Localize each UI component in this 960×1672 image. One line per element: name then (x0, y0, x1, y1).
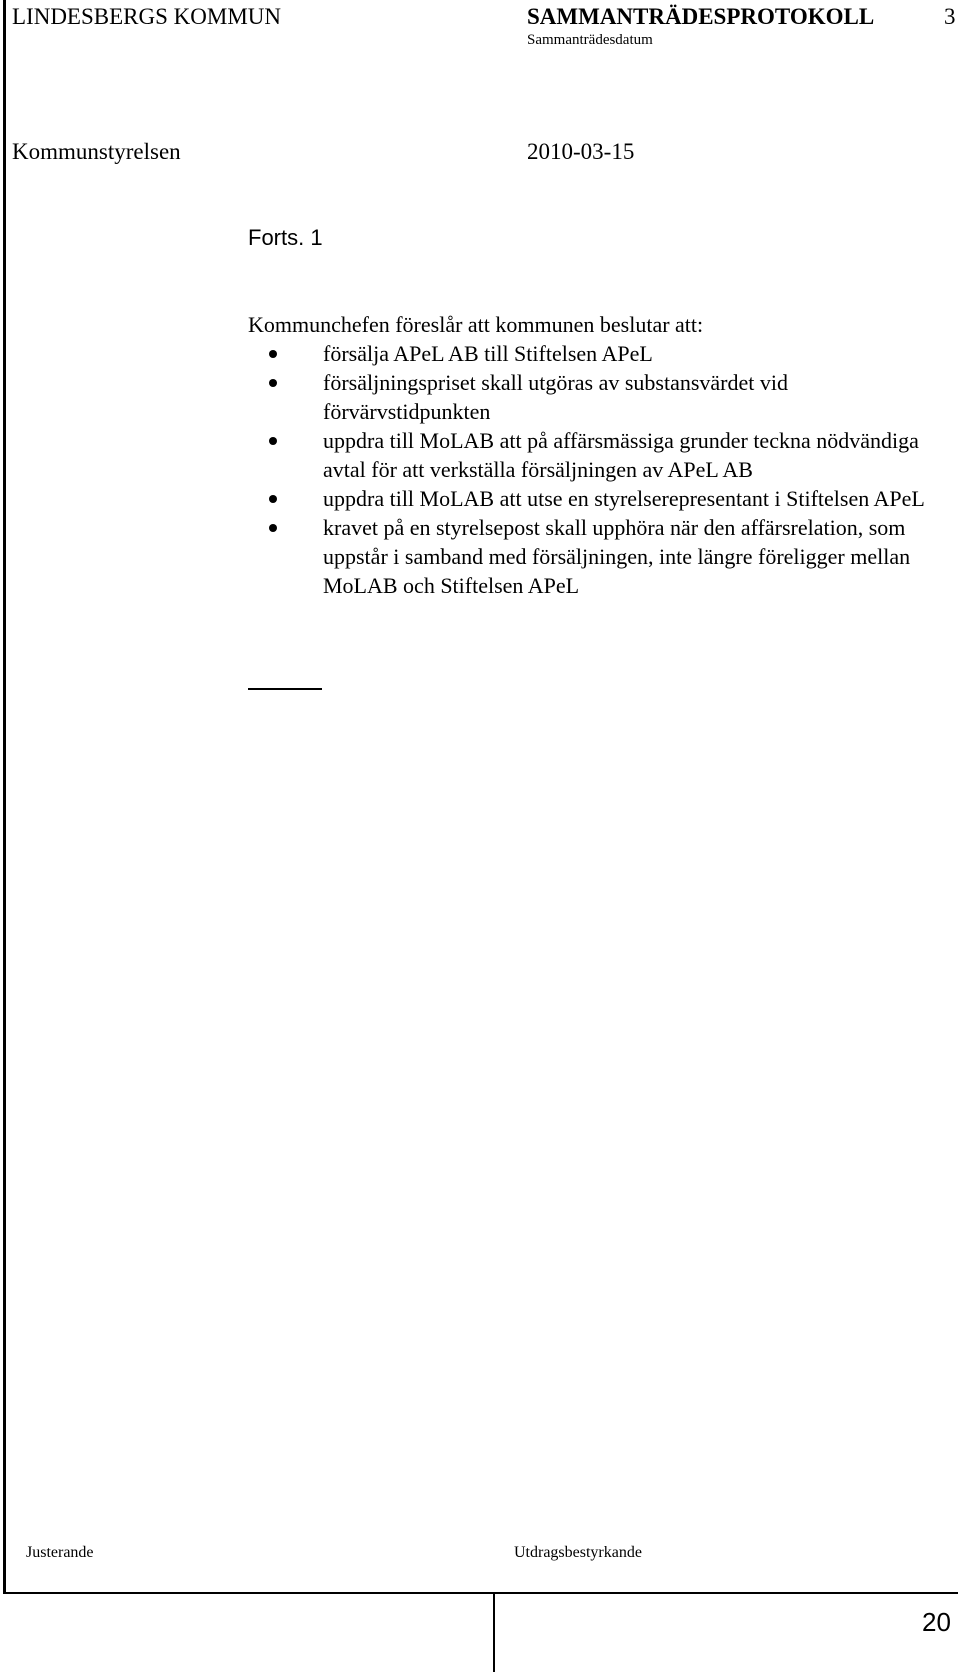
justerande-label: Justerande (26, 1544, 94, 1561)
document-type-title: SAMMANTRÄDESPROTOKOLL (527, 4, 875, 29)
bullet-icon (269, 437, 277, 445)
list-item (248, 513, 953, 600)
sheet-number: 20 (922, 1607, 951, 1637)
bullet-icon (269, 379, 277, 387)
footer-rule (3, 1592, 958, 1594)
proposal-section (248, 310, 948, 600)
list-item-text: uppdra till MoLAB att utse en styrelserepresentant i Stiftelsen APeL (323, 486, 925, 511)
municipality-name: LINDESBERGS KOMMUN (12, 4, 281, 29)
list-item-text: uppdra till MoLAB att på affärsmässiga grunder teckna nödvändiga avtal för att verkställa försäljningen av APeL AB (323, 428, 919, 482)
left-margin-rule (3, 0, 6, 1592)
section-end-rule (248, 688, 322, 690)
list-item (248, 484, 953, 513)
proposal-list (248, 339, 948, 600)
section-continuation: Forts. 1 (248, 225, 323, 250)
list-item-text: försälja APeL AB till Stiftelsen APeL (323, 341, 653, 366)
bullet-icon (269, 524, 277, 532)
list-item-text: försäljningspriset skall utgöras av substansvärdet vid förvärvstidpunkten (323, 370, 788, 424)
committee-name: Kommunstyrelsen (12, 139, 181, 164)
meeting-date-label: Sammanträdesdatum (527, 32, 653, 48)
list-item (248, 368, 953, 426)
meeting-date: 2010-03-15 (527, 139, 635, 164)
bullet-icon (269, 350, 277, 358)
list-item (248, 426, 953, 484)
page-number: 3 (944, 4, 956, 29)
list-item-text: kravet på en styrelsepost skall upphöra när den affärsrelation, som uppstår i samband med försäljningen, inte längre föreligger mellan MoLAB och Stiftelsen APeL (323, 515, 911, 598)
utdragsbestyrkande-label: Utdragsbestyrkande (514, 1544, 642, 1561)
list-item (248, 339, 953, 368)
footer-divider (493, 1592, 495, 1672)
proposal-intro: Kommunchefen föreslår att kommunen beslutar att: (248, 312, 704, 337)
bullet-icon (269, 495, 277, 503)
